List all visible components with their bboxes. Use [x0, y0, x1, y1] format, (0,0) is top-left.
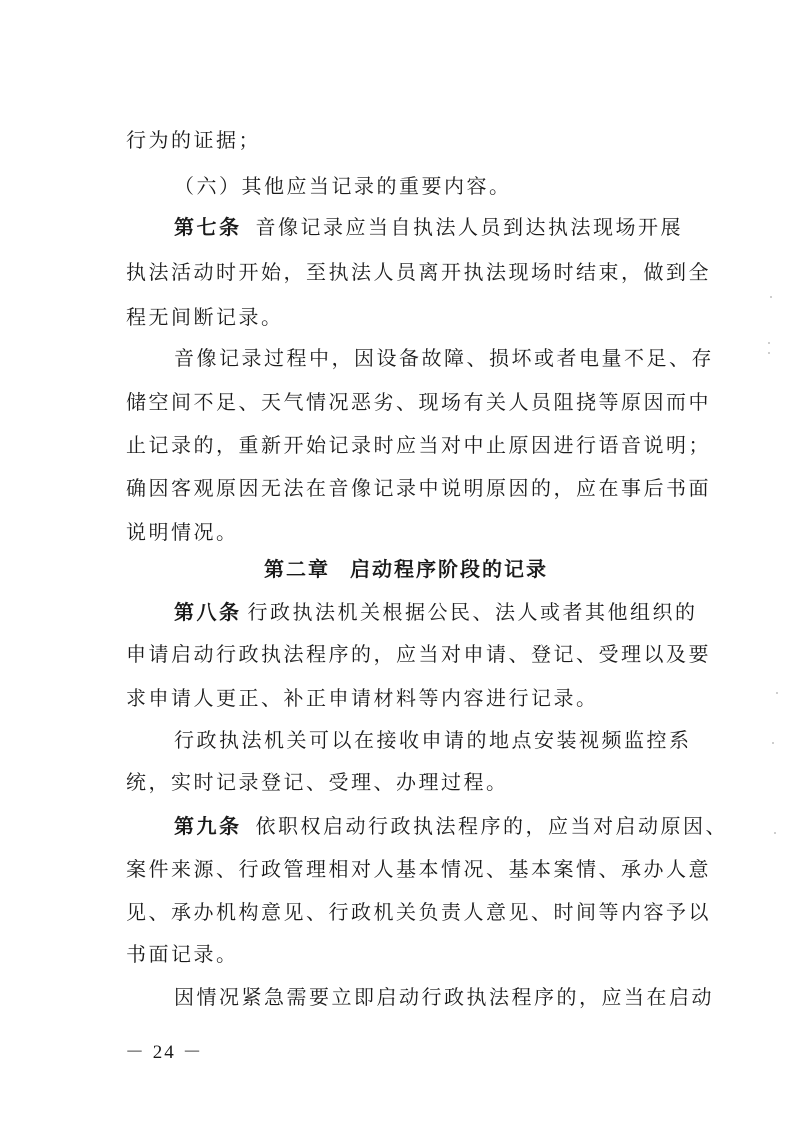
text-line: 储空间不足、天气情况恶劣、现场有关人员阻挠等原因而中 [126, 390, 711, 414]
article-7-heading: 第七条 [174, 215, 242, 239]
text-line: 因情况紧急需要立即启动行政执法程序的，应当在启动 [174, 985, 714, 1009]
article-9-line [174, 812, 728, 840]
text-line: 程无间断记录。 [126, 305, 284, 329]
text-line: 说明情况。 [126, 520, 239, 544]
text-line: 音像记录应当自执法人员到达执法现场开展 [255, 215, 683, 239]
text-line: 求申请人更正、补正申请材料等内容进行记录。 [126, 686, 599, 710]
text-line: 行政执法机关可以在接收申请的地点安装视频监控系 [174, 728, 692, 752]
text-line: 依职权启动行政执法程序的，应当对启动原因、 [255, 814, 728, 838]
scan-speck [768, 352, 770, 354]
article-8-line [174, 598, 698, 626]
text-line: 止记录的，重新开始记录时应当对中止原因进行语音说明； [126, 433, 711, 457]
chapter-number: 第二章 [264, 557, 330, 581]
article-9-heading: 第九条 [174, 814, 242, 838]
text-line: 书面记录。 [126, 942, 239, 966]
text-line: 见、承办机构意见、行政机关负责人意见、时间等内容予以 [126, 900, 711, 924]
scan-speck [772, 742, 774, 744]
scan-speck [776, 692, 778, 694]
text-line: 行为的证据； [126, 128, 261, 152]
text-line: 统，实时记录登记、受理、办理过程。 [126, 770, 509, 794]
scan-speck [770, 296, 772, 298]
scan-speck [768, 342, 770, 344]
text-line: 执法活动时开始，至执法人员离开执法现场时结束，做到全 [126, 260, 711, 284]
text-line: 案件来源、行政管理相对人基本情况、基本案情、承办人意 [126, 857, 711, 881]
text-line: 音像记录过程中，因设备故障、损坏或者电量不足、存 [174, 346, 714, 370]
scan-speck [774, 832, 776, 834]
article-7-line [174, 213, 686, 241]
text-line: 行政执法机关根据公民、法人或者其他组织的 [247, 600, 698, 624]
article-8-heading: 第八条 [174, 600, 242, 624]
chapter-heading [126, 555, 686, 583]
page-number: － 24 － [125, 1042, 204, 1063]
text-line: （六）其他应当记录的重要内容。 [174, 174, 512, 198]
text-line: 确因客观原因无法在音像记录中说明原因的，应在事后书面 [126, 476, 711, 500]
text-line: 申请启动行政执法程序的，应当对申请、登记、受理以及要 [126, 642, 711, 666]
chapter-title: 启动程序阶段的记录 [350, 557, 548, 581]
